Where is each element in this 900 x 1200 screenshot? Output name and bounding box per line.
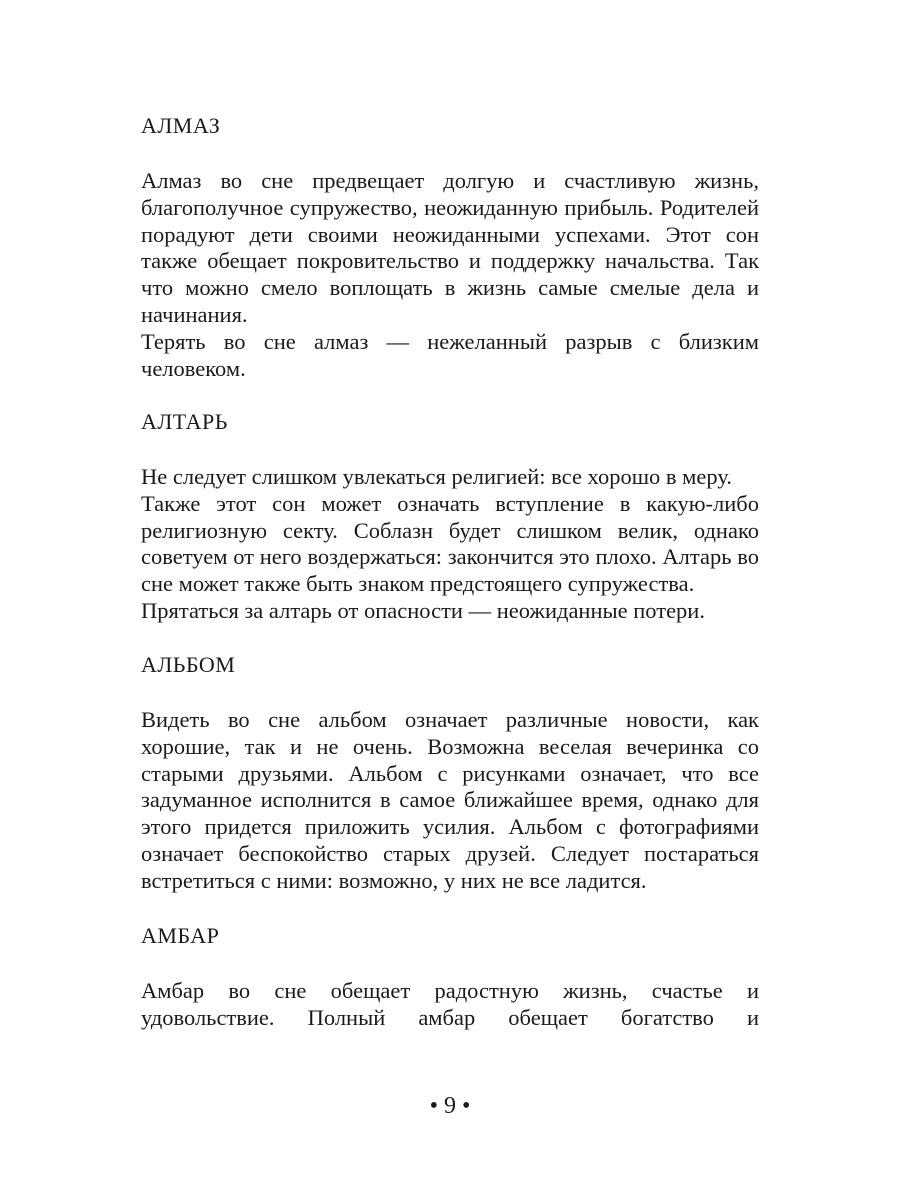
paragraph: Видеть во сне альбом означает различные новости, как хорошие, так и не очень. Возможна веселая вечеринка со старыми друзьями. Альбом с рисунками означает, что все задуманное исполнится в самое ближайшее время, однако для этого придется приложить усилия. Альбом с фотографиями означает беспокойство старых друзей. Следует постараться встретиться с ними: возможно, у них не все ладится. (141, 707, 759, 893)
entry-body (141, 707, 759, 895)
entry-heading: АЛМАЗ (141, 113, 221, 138)
entry-ambar (141, 923, 759, 1032)
entry-body (141, 168, 759, 382)
paragraph: Терять во сне алмаз — нежеланный разрыв с близким человеком. (141, 328, 759, 381)
entry-heading: АМБАР (141, 923, 220, 948)
entry-heading: АЛЬБОМ (141, 652, 236, 677)
entry-body (141, 978, 759, 1032)
entry-heading: АЛТАРЬ (141, 409, 228, 434)
paragraph: Не следует слишком увлекаться религией: все хорошо в меру. (141, 464, 732, 489)
paragraph: Амбар во сне обещает радостную жизнь, счастье и удовольствие. Полный амбар обещает богатство и (141, 978, 759, 1030)
paragraph: Алмаз во сне предвещает долгую и счастливую жизнь, благополучное супружество, неожиданную прибыль. Родителей порадуют дети своими неожиданными успехами. Этот сон также обещает покровительство и поддержку начальства. Так что можно смело воплощать в жизнь самые смелые дела и начинания. (141, 168, 759, 327)
entry-altar (141, 409, 759, 625)
entry-almaz (141, 113, 759, 382)
entry-album (141, 652, 759, 895)
page-number: • 9 • (429, 1093, 471, 1119)
paragraph: Прятаться за алтарь от опасности — неожиданные потери. (141, 597, 705, 623)
paragraph: Также этот сон может означать вступление в какую-либо религиозную секту. Соблазн будет слишком велик, однако советуем от него воздержаться: закончится это плохо. Алтарь во сне может также быть знаком предстоящего супружества. (141, 490, 759, 597)
entry-body (141, 464, 759, 625)
book-page (141, 0, 759, 1200)
